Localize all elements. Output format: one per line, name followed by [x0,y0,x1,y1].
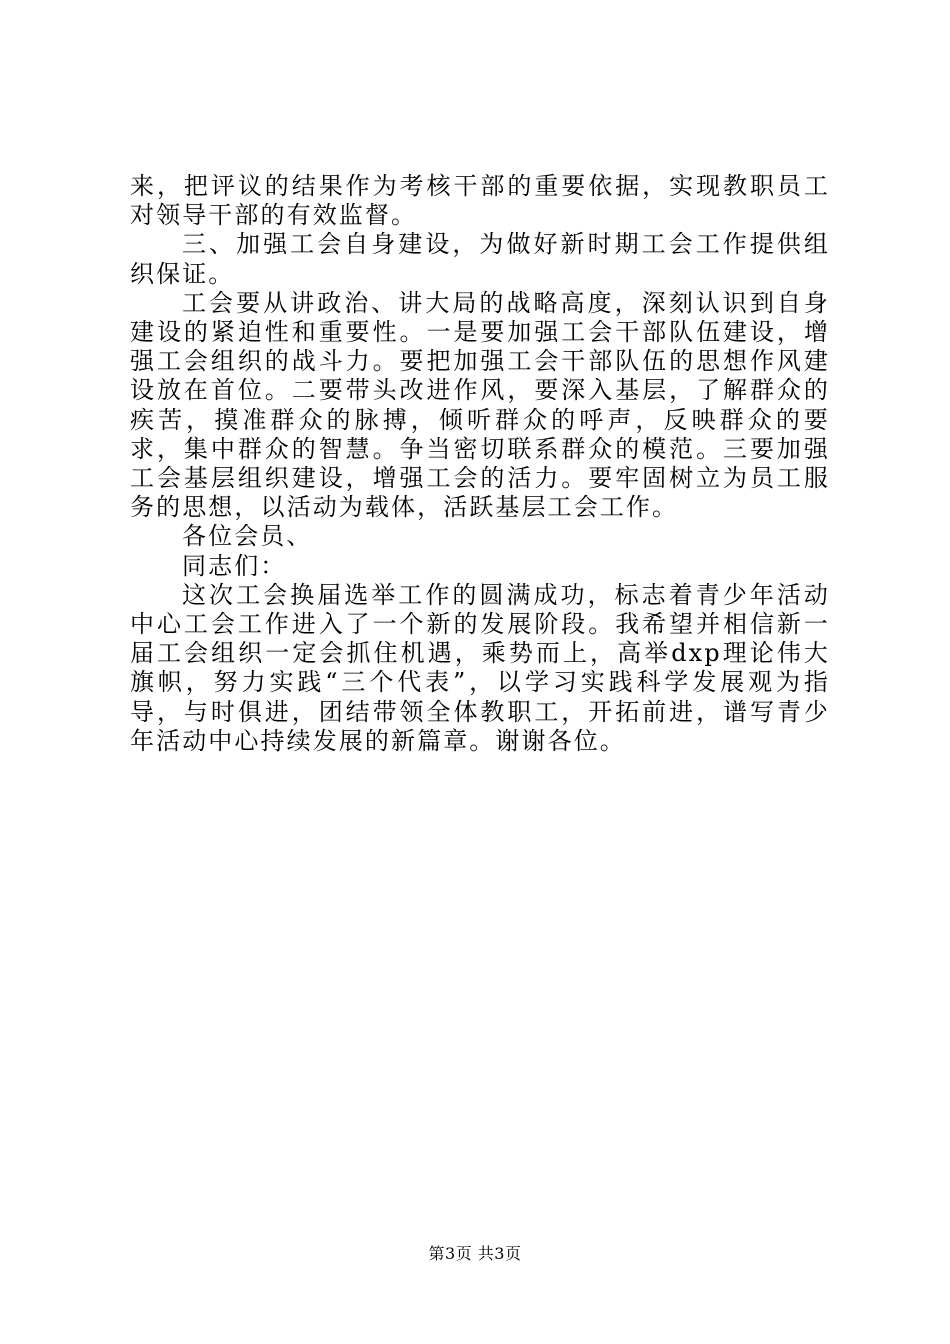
page-number-footer: 第3页 共3页 [428,1244,522,1263]
paragraph-salutation-comrades: 同志们： [182,551,287,580]
paragraph-section-heading: 三、加强工会自身建设，为做好新时期工会工作提供组织保证。 [130,230,830,288]
paragraph-union-building: 工会要从讲政治、讲大局的战略高度，深刻认识到自身建设的紧迫性和重要性。一是要加强工会干部队伍建设，增强工会组织的战斗力。要把加强工会干部队伍的思想作风建设放在首位。二要带头改进作风，要深入基层，了解群众的疾苦，摸准群众的脉搏，倾听群众的呼声，反映群众的要求，集中群众的智慧。争当密切联系群众的模范。三要加强工会基层组织建设，增强工会的活力。要牢固树立为员工服务的思想，以活动为载体，活跃基层工会工作。 [130,288,830,522]
paragraph-closing: 这次工会换届选举工作的圆满成功，标志着青少年活动中心工会工作进入了一个新的发展阶段。我希望并相信新一届工会组织一定会抓住机遇，乘势而上，高举dxp理论伟大旗帜，努力实践“三个代表”，以学习实践科学发展观为指导，与时俱进，团结带领全体教职工，开拓前进，谱写青少年活动中心持续发展的新篇章。谢谢各位。 [130,580,830,755]
paragraph-continuation: 来，把评议的结果作为考核干部的重要依据，实现教职员工对领导干部的有效监督。 [130,172,830,230]
paragraph-salutation-members: 各位会员、 [182,522,313,551]
document-body [130,172,830,756]
